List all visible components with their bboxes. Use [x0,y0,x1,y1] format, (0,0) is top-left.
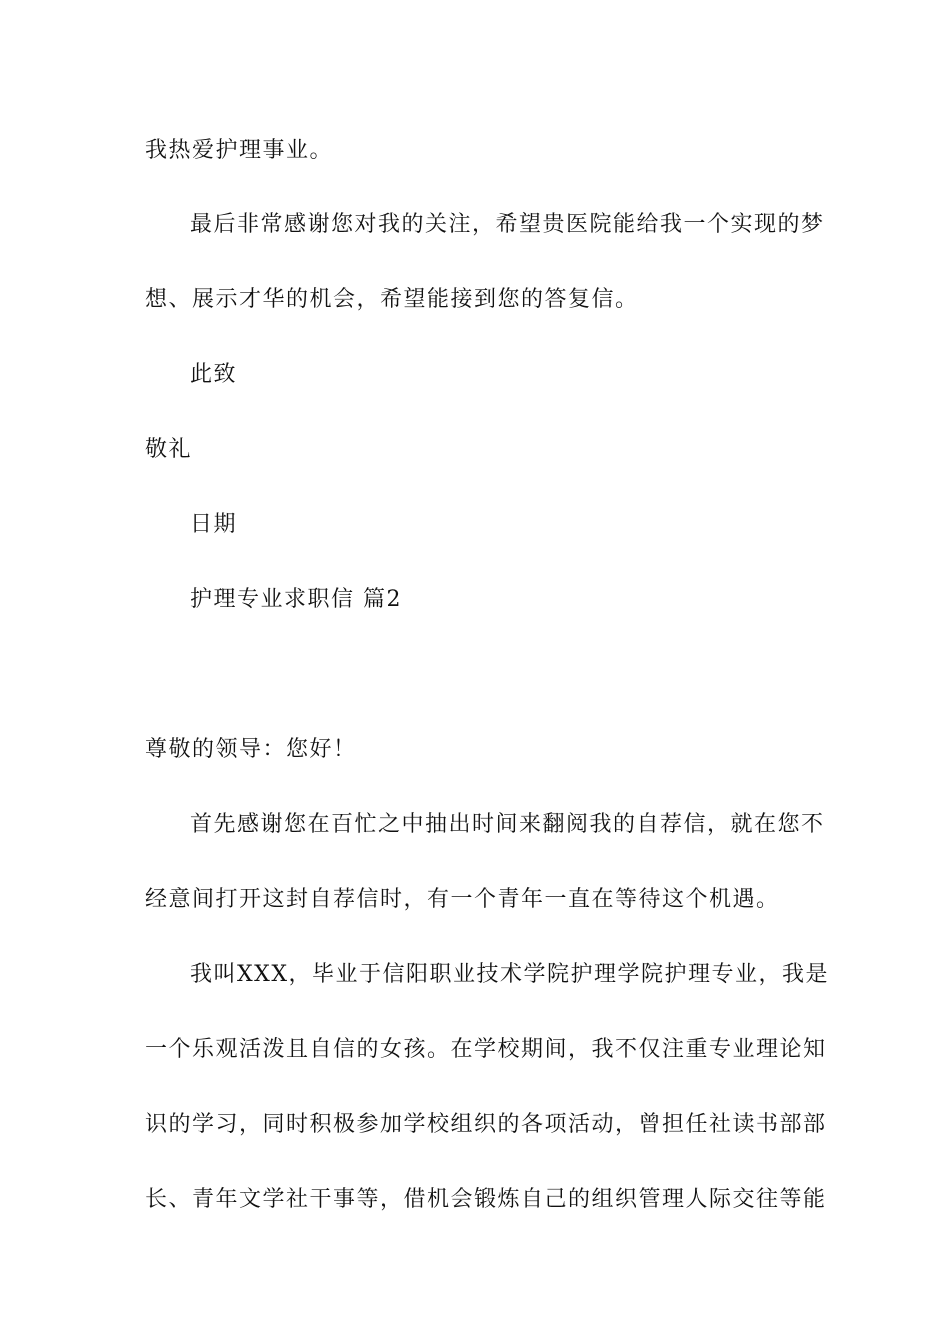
paragraph-line: 我热爱护理事业。 [145,138,334,163]
paragraph-line: 最后非常感谢您对我的关注，希望贵医院能给我一个实现的梦 [190,212,825,237]
paragraph-line: 我叫XXX，毕业于信阳职业技术学院护理学院护理专业，我是 [190,962,829,987]
closing-regards: 敬礼 [145,437,193,462]
paragraph-line: 识的学习，同时积极参加学校组织的各项活动，曾担任社读书部部 [145,1112,827,1137]
paragraph-line: 经意间打开这封自荐信时，有一个青年一直在等待这个机遇。 [145,887,780,912]
paragraph-line: 首先感谢您在百忙之中抽出时间来翻阅我的自荐信，就在您不 [190,812,825,837]
paragraph-line: 想、展示才华的机会，希望能接到您的答复信。 [145,287,639,312]
paragraph-line: 一个乐观活泼且自信的女孩。在学校期间，我不仅注重专业理论知 [145,1037,827,1062]
section-heading: 护理专业求职信 篇2 [190,587,402,612]
date-label: 日期 [190,512,238,537]
closing-salutation: 此致 [190,362,238,387]
greeting: 尊敬的领导：您好！ [145,737,357,762]
paragraph-line: 长、青年文学社干事等，借机会锻炼自己的组织管理人际交往等能 [145,1187,827,1212]
